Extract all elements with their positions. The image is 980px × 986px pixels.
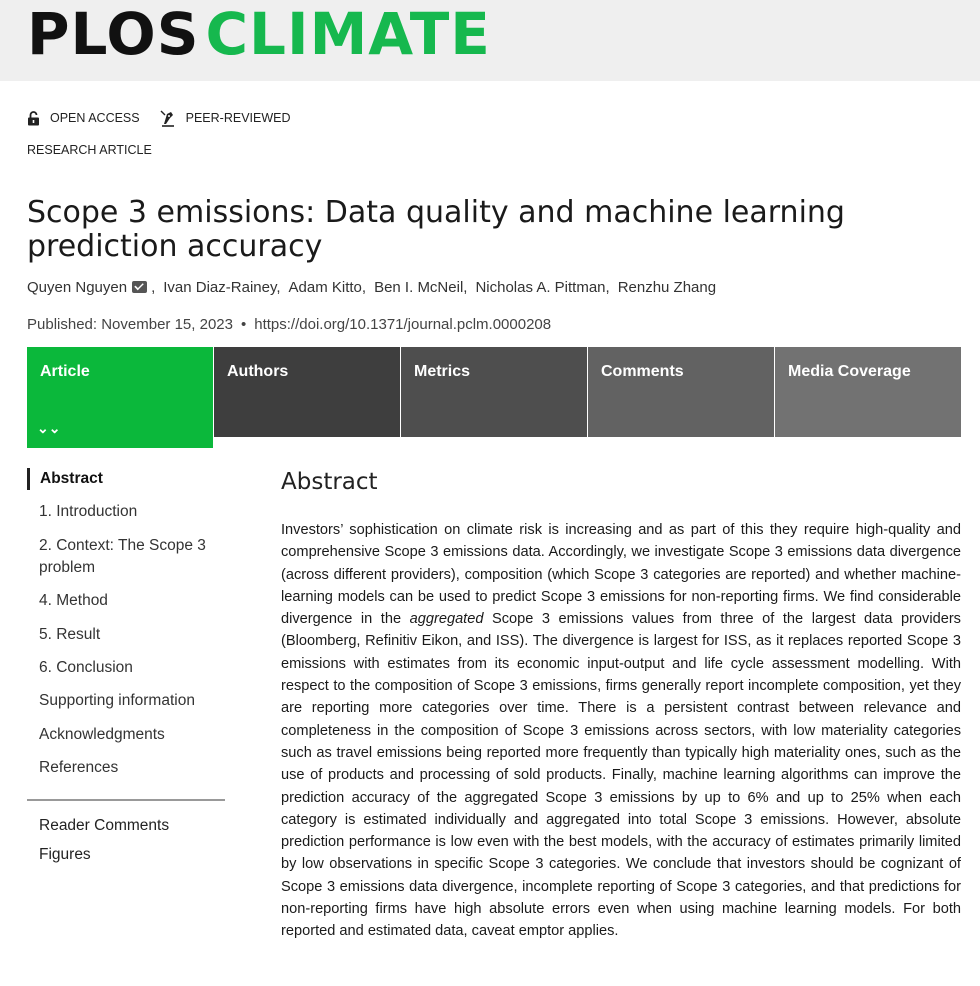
author-name: Quyen Nguyen: [27, 279, 128, 296]
author-link[interactable]: Quyen Nguyen ,: [27, 279, 156, 296]
sidebar-item-acknowledgments[interactable]: Acknowledgments: [39, 725, 165, 743]
author-link[interactable]: Ivan Diaz-Rainey,: [163, 279, 281, 296]
author-link[interactable]: [618, 279, 716, 296]
author-name: Renzhu Zhang: [617, 279, 717, 296]
sidebar-item-context[interactable]: 2. Context: The Scope 3 problem: [39, 536, 206, 576]
author-link[interactable]: Adam Kitto,: [288, 279, 367, 296]
sidebar-item-reader-comments[interactable]: Reader Comments: [39, 817, 170, 835]
sidebar-item-result[interactable]: 5. Result: [39, 625, 101, 643]
article-sidebar-nav: [27, 468, 225, 872]
email-icon[interactable]: [132, 281, 147, 293]
peer-reviewed-label: PEER-REVIEWED: [185, 111, 291, 125]
tab-label: Authors: [227, 363, 289, 380]
peer-reviewed-badge[interactable]: [160, 109, 291, 127]
tab-comments[interactable]: [588, 347, 774, 437]
sidebar-divider: [27, 799, 225, 801]
tab-label: Media Coverage: [788, 363, 911, 380]
sidebar-item-method[interactable]: 4. Method: [39, 592, 108, 610]
author-name: Ben I. McNeil: [374, 279, 464, 296]
abstract-emphasis: aggregated: [409, 611, 484, 628]
author-name: Adam Kitto: [288, 279, 362, 296]
tab-article[interactable]: [27, 347, 213, 448]
article-title: Scope 3 emissions: Data quality and machine learning prediction accuracy: [27, 195, 845, 264]
tab-label: Comments: [601, 363, 684, 380]
publication-info: [27, 316, 551, 333]
author-name: Ivan Diaz-Rainey: [163, 279, 277, 296]
tab-label: Article: [40, 363, 90, 380]
abstract-heading: Abstract: [281, 469, 378, 495]
doi-link[interactable]: https://doi.org/10.1371/journal.pclm.0000208: [254, 316, 552, 333]
unlock-icon: [27, 111, 40, 126]
tab-authors[interactable]: [214, 347, 400, 437]
abstract-text-part1: Investors’ sophistication on climate risk is increasing and as part of this they require high-quality and comprehensive Scope 3 emissions data. Accordingly, we investigate Scope 3 emissions data divergence (across different providers), composition (which Scope 3 categories are reported) and whether machine-learning models can be used to predict Scope 3 emissions for non-reporting firms. We find considerable divergence in the: [281, 522, 961, 628]
article-main: [281, 466, 961, 943]
sidebar-item-conclusion[interactable]: 6. Conclusion: [39, 658, 133, 676]
access-badges: [27, 109, 311, 127]
author-list: [27, 279, 724, 296]
author-link[interactable]: Ben I. McNeil,: [374, 279, 468, 296]
author-link[interactable]: Nicholas A. Pittman,: [475, 279, 610, 296]
sidebar-item-abstract[interactable]: Abstract: [27, 468, 225, 490]
sidebar-item-references[interactable]: References: [39, 759, 119, 777]
peer-review-icon: [160, 109, 176, 127]
sidebar-item-introduction[interactable]: 1. Introduction: [39, 503, 138, 521]
masthead: [0, 0, 980, 81]
abstract-text: [281, 519, 961, 943]
article-type: RESEARCH ARTICLE: [27, 143, 152, 157]
abstract-text-part2: Scope 3 emissions values from three of the largest data providers (Bloomberg, Refinitiv Eikon, and ISS). The divergence is largest for ISS, as it replaces reported Scope 3 emissions with estimates from its economic input-output and life cycle assessment modelling. With respect to the composition of Scope 3 emissions, firms generally report incomplete composition, yet they are reporting more categories over time. There is a persistent contrast between relevance and completeness in the composition of Scope 3 emissions across sectors, with low materiality categories such as travel emissions being reported more frequently than typically high materiality ones, such as the use of products and processing of sold products. Finally, machine learning algorithms can improve the prediction accuracy of the aggregated Scope 3 emissions by up to 6% and up to 25% when each category is estimated individually and aggregated into total Scope 3 emissions. However, absolute prediction performance is low even with the best models, with the accuracy of estimates primarily limited by low observations in specific Scope 3 categories. We conclude that investors should be cognizant of Scope 3 emissions data divergence, incomplete reporting of Scope 3 categories, and that predictions for non-reporting firms have high absolute errors even when using machine learning models. For both reported and estimated data, caveat emptor applies.: [281, 611, 961, 940]
logo-plos: PLOS: [27, 0, 200, 68]
open-access-badge[interactable]: [27, 111, 140, 126]
sidebar-item-supporting-information[interactable]: Supporting information: [39, 692, 195, 710]
open-access-label: OPEN ACCESS: [50, 111, 140, 125]
journal-logo[interactable]: [27, 2, 491, 66]
separator-dot: •: [240, 316, 247, 333]
tab-label: Metrics: [414, 363, 471, 380]
tab-media-coverage[interactable]: [775, 347, 961, 437]
article-tabs: [27, 347, 962, 448]
chevron-down-icon: ⌄⌄: [37, 420, 61, 436]
author-name: Nicholas A. Pittman: [475, 279, 606, 296]
published-date: Published: November 15, 2023: [27, 316, 233, 333]
logo-climate: CLIMATE: [205, 0, 491, 68]
sidebar-item-figures[interactable]: Figures: [39, 845, 91, 863]
tab-metrics[interactable]: [401, 347, 587, 437]
